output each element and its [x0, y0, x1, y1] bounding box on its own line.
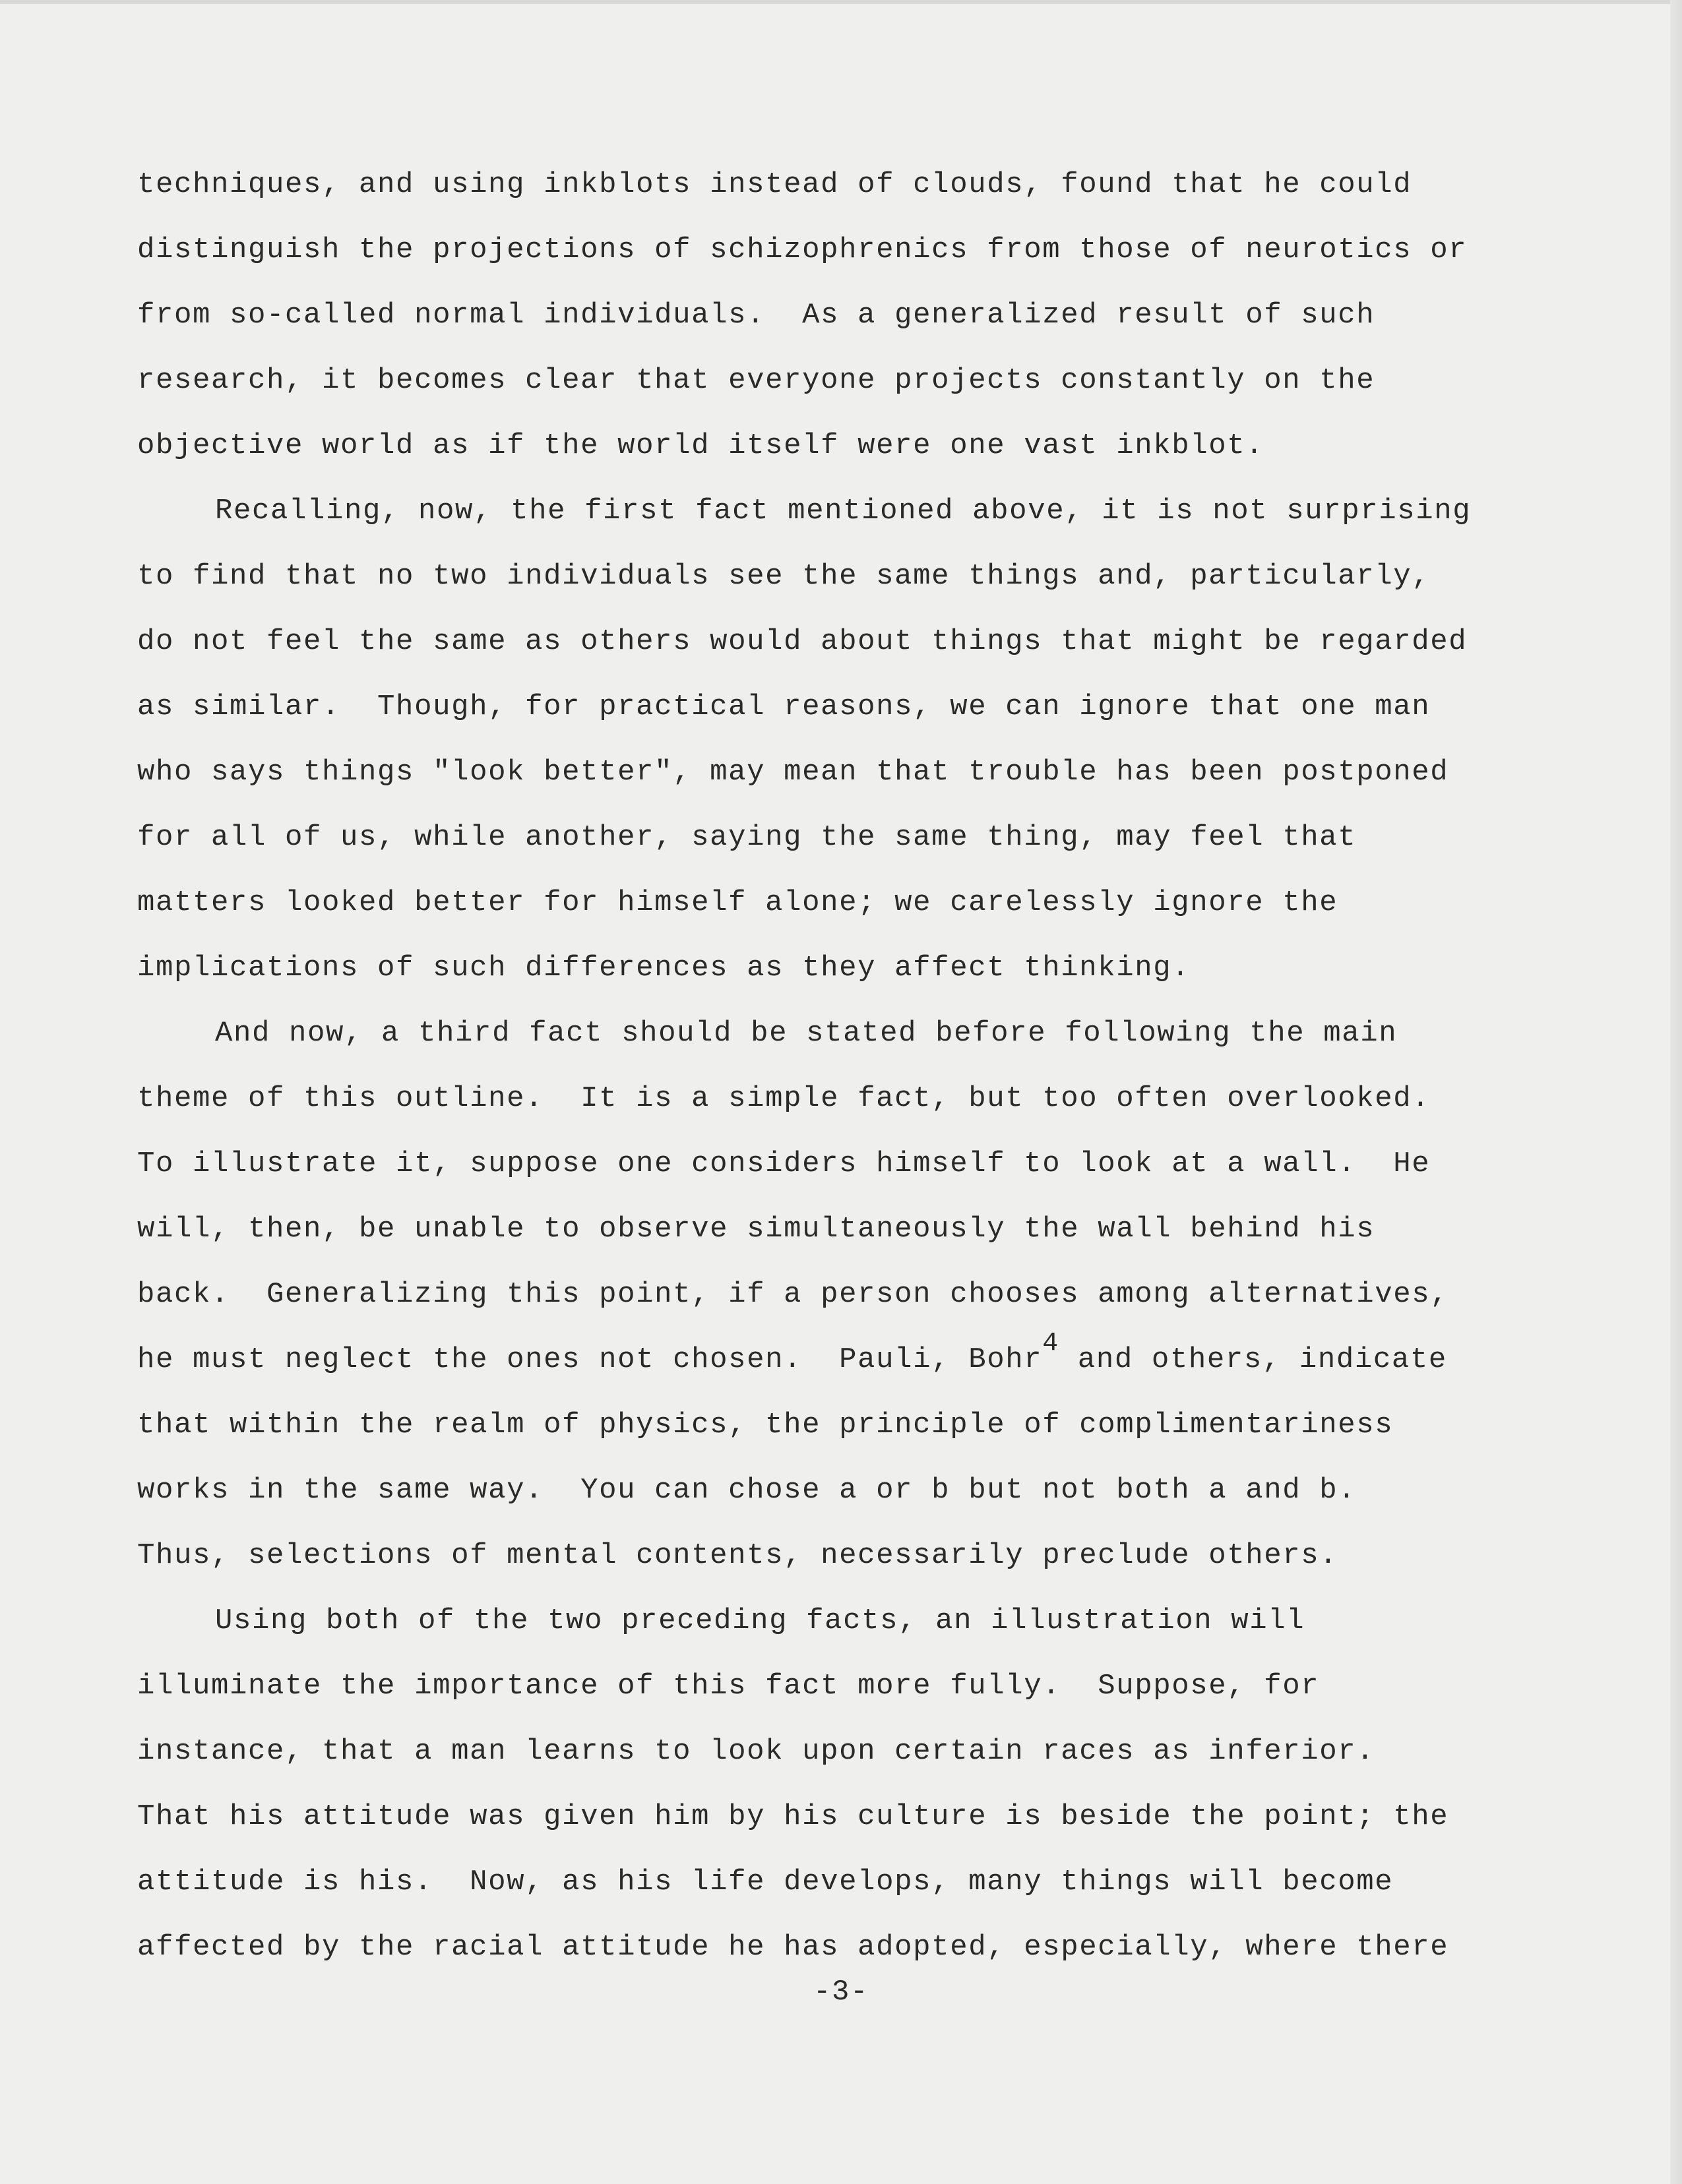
document-body	[137, 164, 1562, 1991]
text-line: to find that no two individuals see the same things and, particularly,	[137, 560, 1431, 593]
text-line: back. Generalizing this point, if a person chooses among alternatives,	[137, 1278, 1449, 1311]
text-line: illuminate the importance of this fact more fully. Suppose, for	[137, 1670, 1320, 1703]
page-number: -3-	[813, 1976, 869, 2009]
text-line: research, it becomes clear that everyone projects constantly on the	[137, 364, 1375, 397]
text-line: Thus, selections of mental contents, necessarily preclude others.	[137, 1539, 1338, 1572]
text-line: distinguish the projections of schizophrenics from those of neurotics or	[137, 233, 1468, 266]
page-right-edge	[1670, 0, 1682, 2184]
text-line: techniques, and using inkblots instead of clouds, found that he could	[137, 168, 1412, 201]
text-line: that within the realm of physics, the principle of complimentariness	[137, 1409, 1394, 1441]
paragraph-2	[137, 490, 1562, 1012]
text-line: theme of this outline. It is a simple fact, but too often overlooked.	[137, 1082, 1431, 1115]
text-line: for all of us, while another, saying the same thing, may feel that	[137, 821, 1357, 854]
text-line: matters looked better for himself alone; we carelessly ignore the	[137, 886, 1338, 919]
text-line: who says things "look better", may mean that trouble has been postponed	[137, 756, 1449, 789]
text-line: affected by the racial attitude he has adopted, especially, where there	[137, 1931, 1449, 1964]
text-line: will, then, be unable to observe simultaneously the wall behind his	[137, 1213, 1375, 1246]
text-line: And now, a third fact should be stated before following the main	[215, 1017, 1398, 1050]
text-line: objective world as if the world itself were one vast inkblot.	[137, 429, 1264, 462]
text-line: That his attitude was given him by his culture is beside the point; the	[137, 1800, 1449, 1833]
text-line: Using both of the two preceding facts, an illustration will	[215, 1604, 1305, 1637]
paragraph-3	[137, 1012, 1562, 1600]
text-line: implications of such differences as they affect thinking.	[137, 952, 1191, 985]
text-line: from so-called normal individuals. As a generalized result of such	[137, 299, 1375, 332]
paragraph-1	[137, 164, 1562, 490]
text-line: do not feel the same as others would about things that might be regarded	[137, 625, 1468, 658]
text-line: attitude is his. Now, as his life develops, many things will become	[137, 1866, 1394, 1898]
footnote-marker: 4	[1042, 1329, 1059, 1358]
text-line: works in the same way. You can chose a or b but not both a and b.	[137, 1474, 1357, 1507]
paragraph-4	[137, 1600, 1562, 1991]
text-line: To illustrate it, suppose one considers himself to look at a wall. He	[137, 1147, 1431, 1180]
text-line-with-footnote	[137, 1329, 1562, 1404]
text-line: Recalling, now, the first fact mentioned above, it is not surprising	[215, 495, 1472, 528]
text-segment: and others, indicate	[1059, 1343, 1447, 1376]
text-line: as similar. Though, for practical reasons, we can ignore that one man	[137, 690, 1431, 723]
page-top-edge	[0, 0, 1682, 4]
text-line: instance, that a man learns to look upon certain races as inferior.	[137, 1735, 1375, 1768]
text-segment: he must neglect the ones not chosen. Pauli, Bohr	[137, 1343, 1043, 1376]
